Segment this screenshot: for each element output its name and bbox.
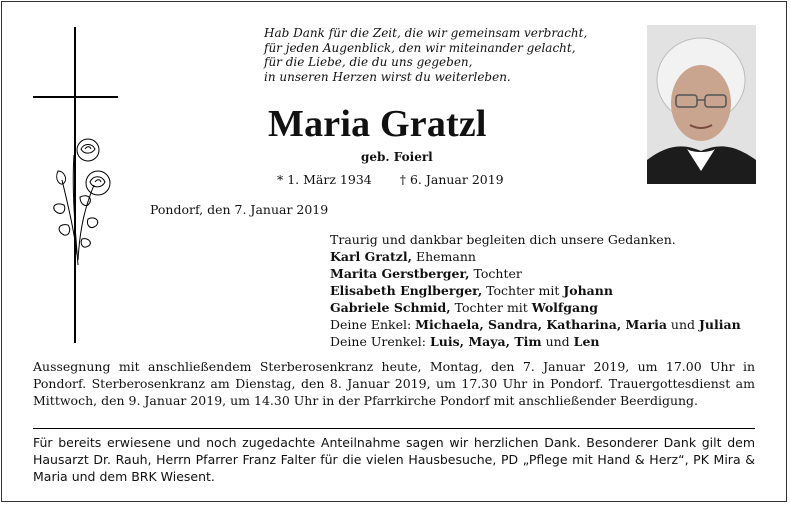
great-grandchildren: Deine Urenkel: Luis, Maya, Tim und Len [330, 334, 600, 349]
portrait-image [647, 25, 756, 184]
family-block [330, 231, 741, 350]
family-member: Gabriele Schmid, Tochter mit Wolfgang [330, 300, 598, 315]
family-member: Elisabeth Englberger, Tochter mit Johann [330, 283, 613, 298]
poem-line: Hab Dank für die Zeit, die wir gemeinsam verbracht, [264, 26, 588, 40]
birth-date: * 1. März 1934 [277, 172, 372, 187]
family-member: Karl Gratzl, Ehemann [330, 249, 476, 264]
life-dates [277, 172, 504, 187]
deceased-name: Maria Gratzl [268, 103, 487, 145]
poem-line: für jeden Augenblick, den wir miteinander gelacht, [264, 40, 576, 55]
poem-line: für die Liebe, die du uns gegeben, [264, 55, 473, 69]
roses-icon [44, 135, 119, 275]
place-date: Pondorf, den 7. Januar 2019 [150, 202, 329, 217]
funeral-notice: Aussegnung mit anschließendem Sterberosenkranz heute, Montag, den 7. Januar 2019, um 17.00 Uhr in Pondorf. Sterberosenkranz am Dienstag, den 8. Januar 2019, um 17.30 Uhr in Pondorf. Trauergottesdienst am Mittwoch, den 9. Januar 2019, um 14.30 Uhr in der Pfarrkirche Pondorf mit anschließender Beerdigung. [33, 359, 755, 408]
poem-line: in unseren Herzen wirst du weiterleben. [264, 69, 511, 84]
grandchildren: Deine Enkel: Michaela, Sandra, Katharina, Maria und Julian [330, 317, 741, 332]
portrait-photo [647, 25, 756, 184]
family-member: Marita Gerstberger, Tochter [330, 266, 522, 281]
family-intro: Traurig und dankbar begleiten dich unsere Gedanken. [330, 232, 676, 247]
thanks-text: Für bereits erwiesene und noch zugedachte Anteilnahme sagen wir herzlichen Dank. Besonderer Dank gilt dem Hausarzt Dr. Rauh, Herrn Pfarrer Franz Falter für die vielen Hausbesuche, PD „Pflege mit Hand & Herz“, PK Mira & Maria und dem BRK Wiesent. [33, 435, 755, 484]
death-date: † 6. Januar 2019 [399, 172, 504, 187]
poem [264, 26, 587, 84]
divider [33, 428, 755, 429]
cross-icon-bar [33, 96, 118, 98]
born-name: geb. Foierl [361, 150, 433, 164]
